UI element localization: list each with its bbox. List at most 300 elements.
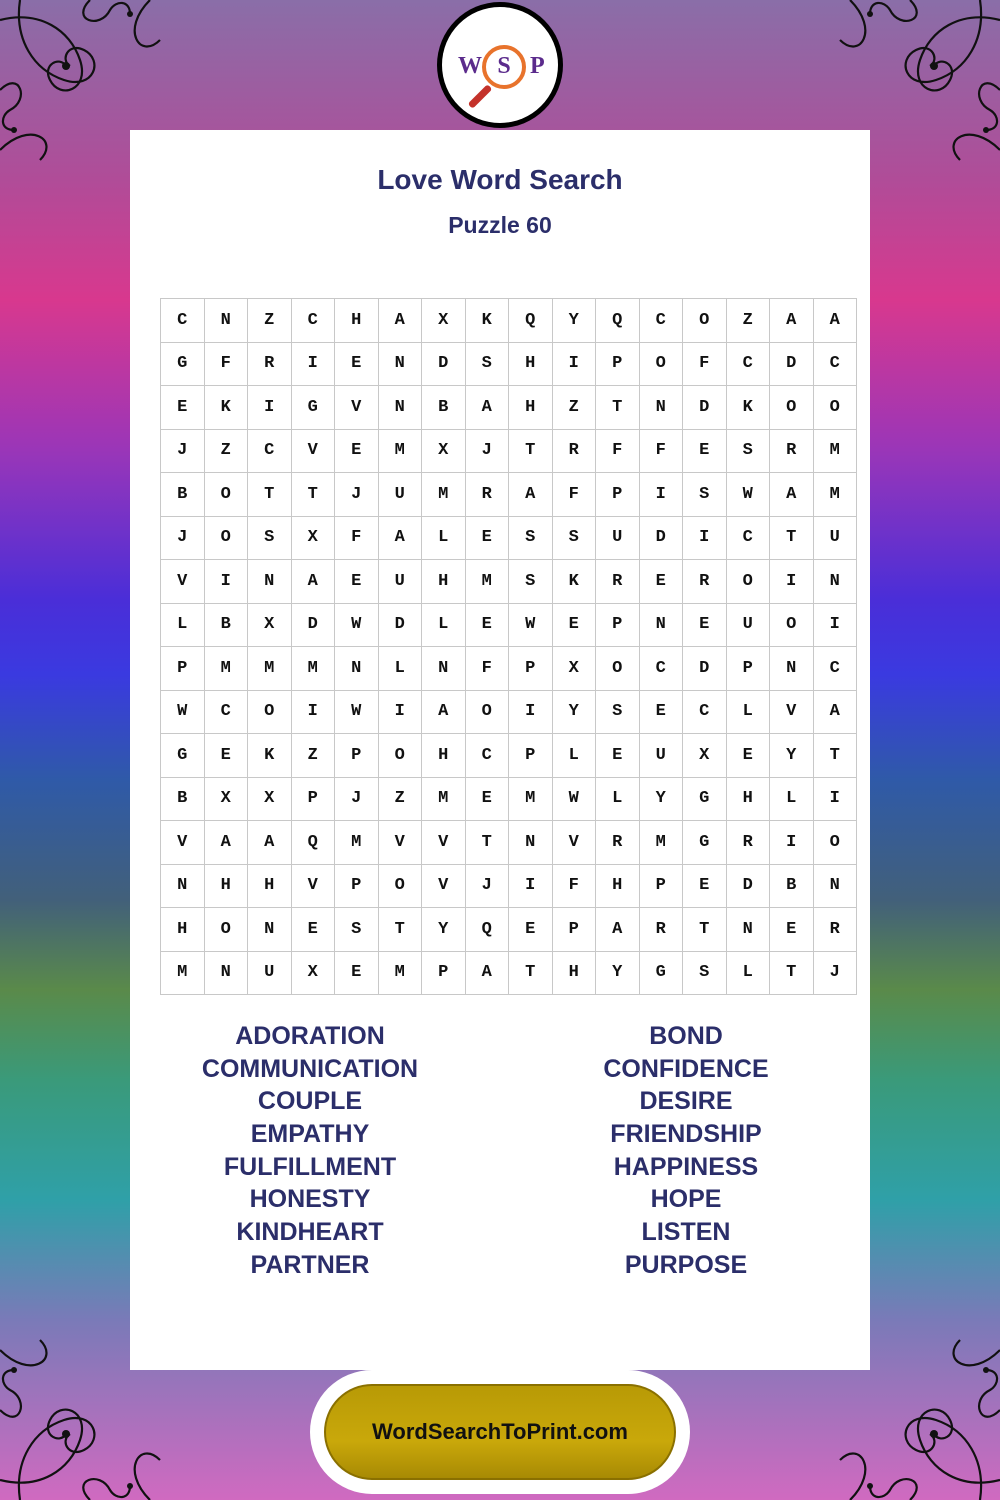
grid-cell[interactable]: W [726, 473, 770, 517]
grid-cell[interactable]: S [248, 516, 292, 560]
grid-cell[interactable]: S [683, 951, 727, 995]
grid-cell[interactable]: E [335, 429, 379, 473]
grid-row [161, 908, 857, 952]
grid-cell[interactable]: J [335, 473, 379, 517]
grid-cell[interactable]: T [596, 386, 640, 430]
grid-cell[interactable]: A [813, 690, 857, 734]
grid-cell[interactable]: D [422, 342, 466, 386]
grid-cell[interactable]: N [378, 386, 422, 430]
grid-cell[interactable]: N [335, 647, 379, 691]
grid-cell[interactable]: I [509, 864, 553, 908]
grid-cell[interactable]: F [552, 473, 596, 517]
grid-cell[interactable]: C [639, 647, 683, 691]
word-list-item: HOPE [650, 1185, 722, 1214]
grid-cell[interactable]: G [683, 821, 727, 865]
grid-cell[interactable]: A [465, 951, 509, 995]
grid-cell[interactable]: P [552, 908, 596, 952]
grid-cell[interactable]: D [683, 647, 727, 691]
grid-cell[interactable]: Q [509, 299, 553, 343]
grid-cell[interactable]: F [596, 429, 640, 473]
magnifier-icon [482, 45, 526, 89]
grid-cell[interactable]: R [596, 560, 640, 604]
grid-cell[interactable]: A [509, 473, 553, 517]
grid-cell[interactable]: I [509, 690, 553, 734]
logo-letter-w: W [458, 53, 482, 79]
grid-row [161, 560, 857, 604]
grid-cell[interactable]: I [639, 473, 683, 517]
grid-cell[interactable]: L [552, 734, 596, 778]
letter-grid [160, 298, 857, 995]
grid-cell[interactable]: H [726, 777, 770, 821]
grid-cell[interactable]: R [813, 908, 857, 952]
word-list-item: PURPOSE [624, 1250, 748, 1279]
grid-cell[interactable]: C [204, 690, 248, 734]
grid-cell[interactable]: O [248, 690, 292, 734]
grid-cell[interactable]: G [683, 777, 727, 821]
grid-cell[interactable]: I [770, 560, 814, 604]
grid-row [161, 603, 857, 647]
word-list-item: HONESTY [249, 1185, 371, 1214]
grid-row [161, 516, 857, 560]
grid-cell[interactable]: L [378, 647, 422, 691]
grid-cell[interactable]: H [509, 342, 553, 386]
word-list-item: FULFILLMENT [223, 1152, 397, 1181]
word-list-item: BOND [649, 1022, 723, 1050]
grid-cell[interactable]: F [204, 342, 248, 386]
word-list-left [130, 1020, 490, 1282]
grid-cell[interactable]: T [465, 821, 509, 865]
grid-cell[interactable]: Q [596, 299, 640, 343]
grid-cell[interactable]: P [291, 777, 335, 821]
grid-cell[interactable]: E [335, 951, 379, 995]
grid-cell[interactable]: E [465, 603, 509, 647]
grid-cell[interactable]: T [248, 473, 292, 517]
grid-cell[interactable]: O [683, 299, 727, 343]
grid-cell[interactable]: N [639, 386, 683, 430]
grid-cell[interactable]: H [596, 864, 640, 908]
grid-cell[interactable]: J [335, 777, 379, 821]
grid-cell[interactable]: I [683, 516, 727, 560]
grid-cell[interactable]: S [552, 516, 596, 560]
puzzle-number: Puzzle 60 [448, 212, 552, 238]
word-list-item: LISTEN [641, 1218, 731, 1247]
grid-cell[interactable]: G [161, 734, 205, 778]
grid-cell[interactable]: A [813, 299, 857, 343]
grid-cell[interactable]: Y [639, 777, 683, 821]
grid-cell[interactable]: C [726, 342, 770, 386]
word-list-item: COMMUNICATION [201, 1054, 419, 1083]
grid-cell[interactable]: K [204, 386, 248, 430]
grid-cell[interactable]: P [422, 951, 466, 995]
grid-row [161, 777, 857, 821]
grid-cell[interactable]: Y [552, 299, 596, 343]
grid-cell[interactable]: P [335, 864, 379, 908]
grid-cell[interactable]: Y [552, 690, 596, 734]
grid-cell[interactable]: R [465, 473, 509, 517]
grid-cell[interactable]: M [335, 821, 379, 865]
grid-cell[interactable]: N [204, 951, 248, 995]
grid-row [161, 429, 857, 473]
grid-cell[interactable]: D [770, 342, 814, 386]
grid-cell[interactable]: E [726, 734, 770, 778]
grid-cell[interactable]: C [291, 299, 335, 343]
grid-cell[interactable]: V [422, 821, 466, 865]
logo-letter-p: P [530, 53, 545, 79]
grid-cell[interactable]: N [639, 603, 683, 647]
grid-cell[interactable]: G [161, 342, 205, 386]
grid-cell[interactable]: A [248, 821, 292, 865]
grid-cell[interactable]: I [770, 821, 814, 865]
grid-cell[interactable]: E [770, 908, 814, 952]
grid-cell[interactable]: A [596, 908, 640, 952]
grid-cell[interactable]: H [422, 560, 466, 604]
grid-cell[interactable]: U [639, 734, 683, 778]
grid-cell[interactable]: M [422, 473, 466, 517]
grid-cell[interactable]: K [248, 734, 292, 778]
grid-cell[interactable]: C [161, 299, 205, 343]
grid-cell[interactable]: Y [596, 951, 640, 995]
grid-cell[interactable]: O [204, 908, 248, 952]
grid-cell[interactable]: T [509, 429, 553, 473]
grid-cell[interactable]: A [770, 299, 814, 343]
grid-cell[interactable]: V [161, 560, 205, 604]
grid-cell[interactable]: T [509, 951, 553, 995]
grid-cell[interactable]: X [683, 734, 727, 778]
logo-badge [442, 7, 558, 123]
page-title: Love Word Search [377, 164, 623, 195]
grid-cell[interactable]: S [335, 908, 379, 952]
grid-cell[interactable]: S [726, 429, 770, 473]
grid-cell[interactable]: N [509, 821, 553, 865]
grid-cell[interactable]: A [422, 690, 466, 734]
grid-cell[interactable]: V [335, 386, 379, 430]
grid-cell[interactable]: V [291, 864, 335, 908]
grid-cell[interactable]: M [378, 951, 422, 995]
website-link-button[interactable]: WordSearchToPrint.com [324, 1384, 676, 1480]
grid-cell[interactable]: L [726, 690, 770, 734]
grid-cell[interactable]: M [813, 473, 857, 517]
footer-badge [310, 1370, 690, 1494]
grid-cell[interactable]: J [813, 951, 857, 995]
grid-cell[interactable]: E [335, 560, 379, 604]
word-list-item: PARTNER [250, 1250, 370, 1279]
grid-cell[interactable]: O [726, 560, 770, 604]
grid-cell[interactable]: D [639, 516, 683, 560]
grid-cell[interactable]: X [248, 603, 292, 647]
grid-cell[interactable]: Z [726, 299, 770, 343]
grid-cell[interactable]: J [161, 429, 205, 473]
grid-cell[interactable]: X [204, 777, 248, 821]
grid-cell[interactable]: H [552, 951, 596, 995]
grid-cell[interactable]: A [465, 386, 509, 430]
grid-cell[interactable]: Z [248, 299, 292, 343]
grid-cell[interactable]: L [726, 951, 770, 995]
word-list-item: EMPATHY [250, 1120, 370, 1149]
grid-cell[interactable]: A [291, 560, 335, 604]
word-list-item: HAPPINESS [613, 1152, 759, 1181]
grid-cell[interactable]: N [161, 864, 205, 908]
grid-cell[interactable]: M [248, 647, 292, 691]
grid-cell[interactable]: E [683, 603, 727, 647]
grid-cell[interactable]: V [552, 821, 596, 865]
grid-cell[interactable]: U [596, 516, 640, 560]
grid-cell[interactable]: K [552, 560, 596, 604]
grid-cell[interactable]: E [161, 386, 205, 430]
grid-row [161, 864, 857, 908]
grid-cell[interactable]: K [726, 386, 770, 430]
grid-cell[interactable]: S [509, 560, 553, 604]
grid-cell[interactable]: N [248, 560, 292, 604]
word-list-item: FRIENDSHIP [610, 1120, 762, 1149]
word-list-item: CONFIDENCE [603, 1054, 769, 1083]
grid-cell[interactable]: V [378, 821, 422, 865]
grid-cell[interactable]: T [813, 734, 857, 778]
grid-cell[interactable]: G [639, 951, 683, 995]
puzzle-card [130, 130, 870, 1370]
grid-cell[interactable]: V [770, 690, 814, 734]
grid-cell[interactable]: P [596, 342, 640, 386]
grid-cell[interactable]: C [683, 690, 727, 734]
grid-cell[interactable]: A [378, 516, 422, 560]
grid-cell[interactable]: U [378, 473, 422, 517]
grid-cell[interactable]: I [248, 386, 292, 430]
grid-cell[interactable]: R [683, 560, 727, 604]
grid-cell[interactable]: B [204, 603, 248, 647]
grid-cell[interactable]: L [770, 777, 814, 821]
grid-cell[interactable]: F [465, 647, 509, 691]
grid-cell[interactable]: C [248, 429, 292, 473]
grid-cell[interactable]: A [204, 821, 248, 865]
grid-cell[interactable]: P [726, 647, 770, 691]
grid-cell[interactable]: U [378, 560, 422, 604]
grid-cell[interactable]: C [726, 516, 770, 560]
grid-cell[interactable]: O [813, 821, 857, 865]
grid-cell[interactable]: C [465, 734, 509, 778]
grid-cell[interactable]: T [770, 516, 814, 560]
grid-cell[interactable]: C [639, 299, 683, 343]
grid-cell[interactable]: Z [291, 734, 335, 778]
grid-cell[interactable]: B [422, 386, 466, 430]
grid-cell[interactable]: Q [291, 821, 335, 865]
grid-cell[interactable]: G [291, 386, 335, 430]
grid-cell[interactable]: R [596, 821, 640, 865]
grid-cell[interactable]: L [422, 516, 466, 560]
grid-cell[interactable]: E [335, 342, 379, 386]
grid-cell[interactable]: K [465, 299, 509, 343]
grid-cell[interactable]: E [509, 908, 553, 952]
grid-cell[interactable]: M [509, 777, 553, 821]
grid-cell[interactable]: T [770, 951, 814, 995]
grid-cell[interactable]: R [726, 821, 770, 865]
grid-cell[interactable]: N [422, 647, 466, 691]
grid-cell[interactable]: F [683, 342, 727, 386]
grid-cell[interactable]: J [465, 429, 509, 473]
grid-cell[interactable]: X [422, 429, 466, 473]
grid-cell[interactable]: I [291, 690, 335, 734]
grid-cell[interactable]: H [248, 864, 292, 908]
grid-cell[interactable]: N [813, 560, 857, 604]
grid-cell[interactable]: R [248, 342, 292, 386]
grid-row [161, 734, 857, 778]
grid-cell[interactable]: M [813, 429, 857, 473]
grid-cell[interactable]: C [813, 647, 857, 691]
grid-cell[interactable]: J [465, 864, 509, 908]
grid-cell[interactable]: L [596, 777, 640, 821]
grid-cell[interactable]: O [378, 734, 422, 778]
grid-cell[interactable]: P [161, 647, 205, 691]
grid-cell[interactable]: D [726, 864, 770, 908]
grid-cell[interactable]: T [683, 908, 727, 952]
grid-cell[interactable]: N [770, 647, 814, 691]
grid-cell[interactable]: O [639, 342, 683, 386]
grid-cell[interactable]: I [813, 603, 857, 647]
grid-cell[interactable]: U [813, 516, 857, 560]
grid-cell[interactable]: H [335, 299, 379, 343]
logo-letter-s: S [497, 53, 511, 79]
word-list-item: COUPLE [257, 1087, 363, 1116]
grid-row [161, 386, 857, 430]
word-list-item: ADORATION [235, 1022, 385, 1050]
grid-cell[interactable]: N [378, 342, 422, 386]
grid-cell[interactable]: N [248, 908, 292, 952]
grid-row [161, 299, 857, 343]
grid-cell[interactable]: I [378, 690, 422, 734]
grid-cell[interactable]: S [683, 473, 727, 517]
grid-cell[interactable]: V [161, 821, 205, 865]
grid-cell[interactable]: O [378, 864, 422, 908]
grid-cell[interactable]: R [770, 429, 814, 473]
grid-cell[interactable]: F [552, 864, 596, 908]
grid-cell[interactable]: B [161, 473, 205, 517]
grid-cell[interactable]: I [291, 342, 335, 386]
grid-cell[interactable]: R [552, 429, 596, 473]
grid-cell[interactable]: E [204, 734, 248, 778]
grid-cell[interactable]: Z [378, 777, 422, 821]
grid-cell[interactable]: C [813, 342, 857, 386]
grid-cell[interactable]: O [770, 603, 814, 647]
grid-cell[interactable]: W [335, 690, 379, 734]
grid-cell[interactable]: E [465, 777, 509, 821]
grid-cell[interactable]: Z [552, 386, 596, 430]
grid-cell[interactable]: M [291, 647, 335, 691]
grid-cell[interactable]: B [161, 777, 205, 821]
grid-cell[interactable]: X [291, 951, 335, 995]
grid-cell[interactable]: I [813, 777, 857, 821]
grid-cell[interactable]: F [335, 516, 379, 560]
grid-cell[interactable]: S [509, 516, 553, 560]
grid-cell[interactable]: O [204, 473, 248, 517]
grid-cell[interactable]: E [596, 734, 640, 778]
grid-cell[interactable]: S [596, 690, 640, 734]
grid-cell[interactable]: S [465, 342, 509, 386]
grid-cell[interactable]: M [161, 951, 205, 995]
grid-cell[interactable]: D [683, 386, 727, 430]
grid-row [161, 473, 857, 517]
grid-cell[interactable]: Y [422, 908, 466, 952]
grid-cell[interactable]: U [726, 603, 770, 647]
grid-cell[interactable]: F [639, 429, 683, 473]
grid-cell[interactable]: B [770, 864, 814, 908]
word-list-right [506, 1020, 866, 1282]
grid-cell[interactable]: E [683, 864, 727, 908]
grid-cell[interactable]: E [639, 690, 683, 734]
grid-cell[interactable]: W [161, 690, 205, 734]
grid-cell[interactable]: Y [770, 734, 814, 778]
grid-cell[interactable]: X [291, 516, 335, 560]
grid-cell[interactable]: M [465, 560, 509, 604]
grid-cell[interactable]: T [291, 473, 335, 517]
wsp-logo [437, 2, 563, 128]
grid-cell[interactable]: O [204, 516, 248, 560]
grid-cell[interactable]: A [770, 473, 814, 517]
grid-cell[interactable]: D [291, 603, 335, 647]
grid-cell[interactable]: P [639, 864, 683, 908]
grid-cell[interactable]: X [552, 647, 596, 691]
grid-cell[interactable]: H [422, 734, 466, 778]
grid-cell[interactable]: V [422, 864, 466, 908]
grid-cell[interactable]: I [204, 560, 248, 604]
grid-cell[interactable]: M [422, 777, 466, 821]
grid-cell[interactable]: P [335, 734, 379, 778]
grid-cell[interactable]: E [552, 603, 596, 647]
grid-cell[interactable]: W [552, 777, 596, 821]
grid-cell[interactable]: W [335, 603, 379, 647]
grid-cell[interactable]: J [161, 516, 205, 560]
grid-cell[interactable]: E [465, 516, 509, 560]
grid-row [161, 342, 857, 386]
grid-cell[interactable]: L [422, 603, 466, 647]
grid-cell[interactable]: X [422, 299, 466, 343]
word-list-item: KINDHEART [236, 1218, 384, 1247]
grid-cell[interactable]: M [639, 821, 683, 865]
grid-cell[interactable]: X [248, 777, 292, 821]
grid-cell[interactable]: M [204, 647, 248, 691]
grid-cell[interactable]: P [509, 647, 553, 691]
grid-cell[interactable]: T [378, 908, 422, 952]
grid-cell[interactable]: O [465, 690, 509, 734]
magnifier-handle [468, 84, 493, 109]
grid-cell[interactable]: M [378, 429, 422, 473]
grid-cell[interactable]: N [204, 299, 248, 343]
grid-cell[interactable]: W [509, 603, 553, 647]
grid-cell[interactable]: O [596, 647, 640, 691]
grid-cell[interactable]: D [378, 603, 422, 647]
grid-cell[interactable]: I [552, 342, 596, 386]
grid-cell[interactable]: N [813, 864, 857, 908]
grid-cell[interactable]: H [509, 386, 553, 430]
grid-cell[interactable]: E [683, 429, 727, 473]
grid-cell[interactable]: Q [465, 908, 509, 952]
grid-cell[interactable]: U [248, 951, 292, 995]
grid-cell[interactable]: P [509, 734, 553, 778]
grid-cell[interactable]: O [813, 386, 857, 430]
grid-cell[interactable]: L [161, 603, 205, 647]
grid-cell[interactable]: H [204, 864, 248, 908]
grid-row [161, 821, 857, 865]
grid-cell[interactable]: A [378, 299, 422, 343]
grid-cell[interactable]: Z [204, 429, 248, 473]
grid-cell[interactable]: R [639, 908, 683, 952]
grid-cell[interactable]: E [291, 908, 335, 952]
word-list-item: DESIRE [639, 1087, 733, 1116]
grid-cell[interactable]: P [596, 603, 640, 647]
grid-cell[interactable]: O [770, 386, 814, 430]
grid-cell[interactable]: V [291, 429, 335, 473]
grid-cell[interactable]: N [726, 908, 770, 952]
grid-cell[interactable]: E [639, 560, 683, 604]
grid-cell[interactable]: P [596, 473, 640, 517]
grid-cell[interactable]: H [161, 908, 205, 952]
